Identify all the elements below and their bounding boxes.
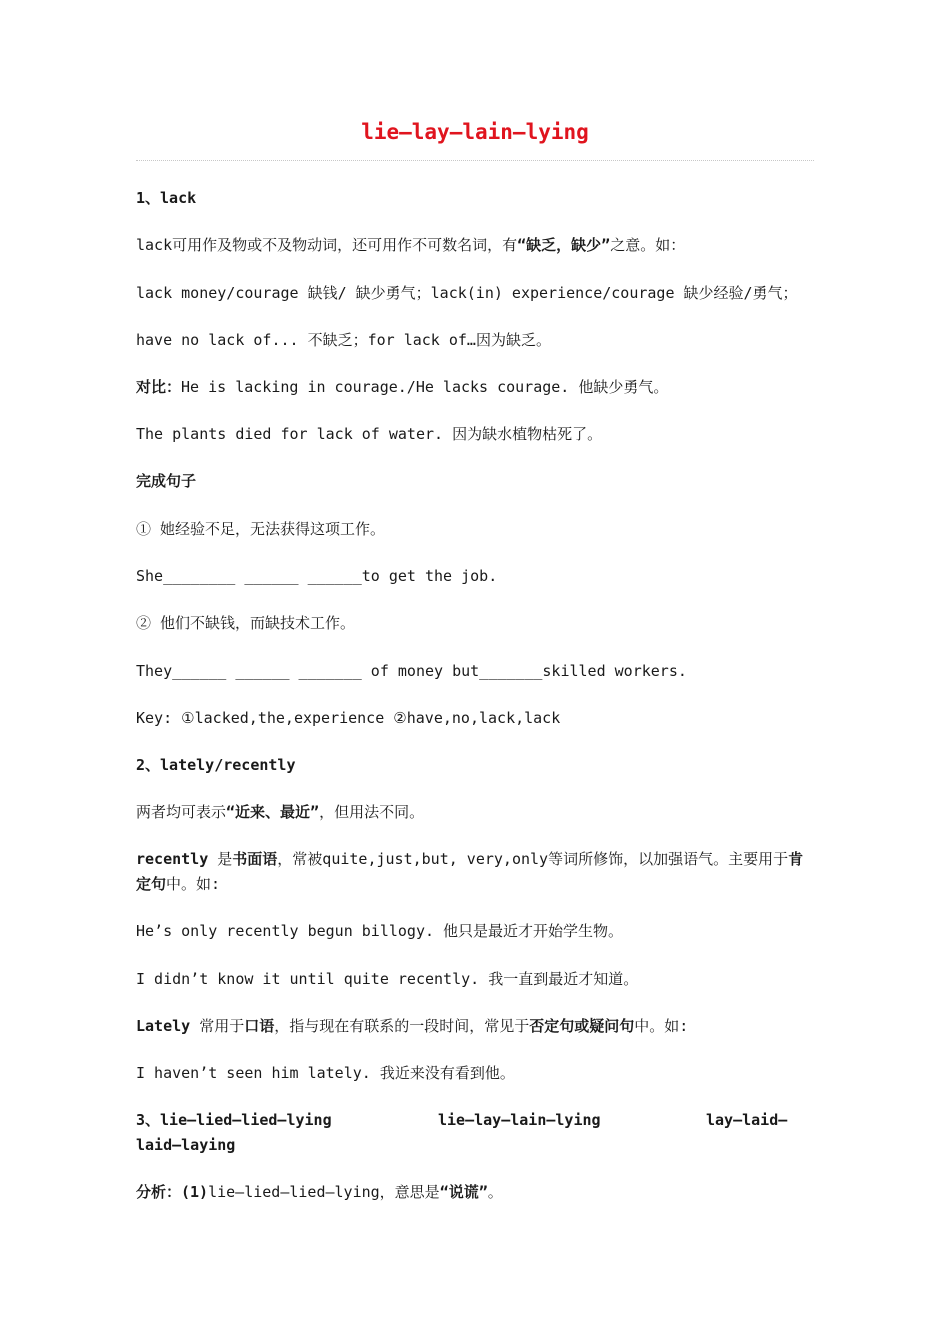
exercise-heading: 完成句子 (136, 472, 197, 490)
exercise-answer-2: They______ ______ _______ of money but_______skilled workers. (136, 662, 687, 680)
answer-key: Key: ①lacked,the,experience ②have,no,lack,lack (136, 709, 561, 727)
section-1-paragraph-1: lack可用作及物或不及物动词，还可用作不可数名词，有“缺乏，缺少”之意。如： (136, 236, 686, 254)
section-2-paragraph-3: He’s only recently begun billogy. 他只是最近才开始学生物。 (136, 922, 624, 940)
document-title: lie—lay—lain—lying (361, 120, 589, 144)
section-3-heading-line-2: laid—laying (136, 1136, 236, 1154)
section-1-heading: 1、lack (136, 189, 197, 207)
section-2-paragraph-6: I haven’t seen him lately. 我近来没有看到他。 (136, 1064, 515, 1082)
document-page: lie—lay—lain—lying 1、lack lack可用作及物或不及物动词，还可用作不可数名词，有“缺乏，缺少”之意。如： lack money/courage 缺钱/ 缺少勇气；lack(in) experience/courage 缺少经验/勇气； have no lack of... 不缺乏；for lack of…因为缺乏。 对比：He is lacking in courage./He lacks courage. 他缺少勇气。 The plants died for lack of water. 因为缺水植物枯死了。 完成句子 ① 她经验不足，无法获得这项工作。 She________ ______ ______to get the job. ② 他们不缺钱，而缺技术工作。 They______ ______ _______ of money but_______skilled workers. Key: ①lacked,the,experience ②have,no,lack,lack 2、lately/recently 两者均可表示“近来、最近”，但用法不同。 recently 是书面语，常被quite,just,but, very,only等词所修饰，以加强语气。主要用于肯定句中。如: He’s only recently begun billogy. 他只是最近才开始学生物。 I didn’t know it until quite recently. 我一直到最近才知道。 Lately 常用于口语，指与现在有联系的一段时间，常见于否定句或疑问句中。如: I haven’t seen him lately. 我近来没有看到他。 3、lie—lied—lied—lying lie—lay—lain—lying lay—laid— laid—laying 分析：(1)lie—lied—lied—lying，意思是“说谎”。 (0, 0, 950, 1344)
section-2-paragraph-1: 两者均可表示“近来、最近”，但用法不同。 (136, 803, 425, 821)
section-1-paragraph-4: 对比：He is lacking in courage./He lacks courage. 他缺少勇气。 (136, 378, 669, 396)
section-1-paragraph-5: The plants died for lack of water. 因为缺水植物枯死了。 (136, 425, 603, 443)
section-2-paragraph-4: I didn’t know it until quite recently. 我一直到最近才知道。 (136, 970, 639, 988)
title-divider (136, 160, 814, 161)
section-1-paragraph-2: lack money/courage 缺钱/ 缺少勇气；lack(in) experience/courage 缺少经验/勇气； (136, 284, 798, 302)
section-3-paragraph-1: 分析：(1)lie—lied—lied—lying，意思是“说谎”。 (136, 1183, 503, 1201)
section-2-paragraph-2: recently 是书面语，常被quite,just,but, very,only等词所修饰，以加强语气。主要用于肯定句中。如: (136, 850, 804, 893)
section-2-heading: 2、lately/recently (136, 756, 296, 774)
exercise-question-1: ① 她经验不足，无法获得这项工作。 (136, 520, 386, 538)
exercise-answer-1: She________ ______ ______to get the job. (136, 567, 498, 585)
section-1-paragraph-3: have no lack of... 不缺乏；for lack of…因为缺乏。 (136, 331, 551, 349)
section-2-paragraph-5: Lately 常用于口语，指与现在有联系的一段时间，常见于否定句或疑问句中。如: (136, 1017, 689, 1035)
exercise-question-2: ② 他们不缺钱，而缺技术工作。 (136, 614, 356, 632)
